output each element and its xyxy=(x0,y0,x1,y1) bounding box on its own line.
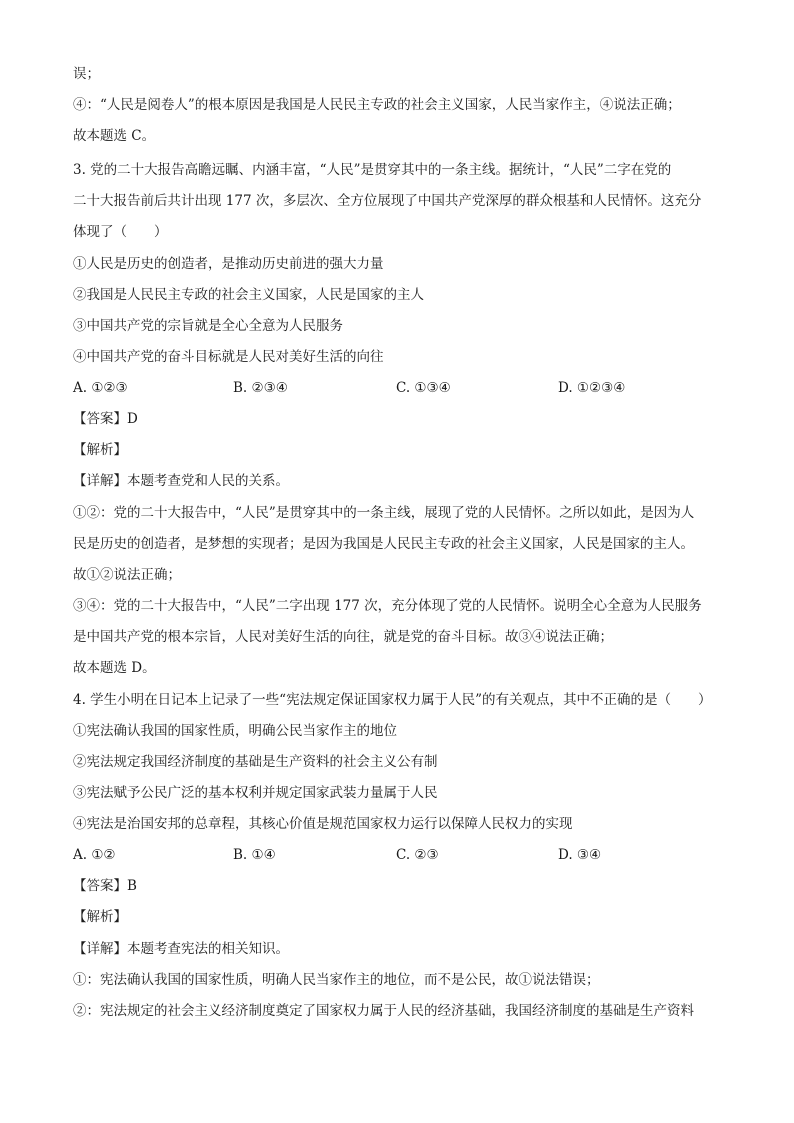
detail-line: 故①②说法正确； xyxy=(73,567,181,583)
statement-item: ②宪法规定我国经济制度的基础是生产资料的社会主义公有制 xyxy=(73,754,438,770)
text-line: ④：“人民是阅卷人”的根本原因是我国是人民民主专政的社会主义国家，人民当家作主，④说法正确； xyxy=(73,97,681,113)
detail-line: ③④：党的二十大报告中，“人民”二字出现 177 次，充分体现了党的人民情怀。说明全心全意为人民服务 xyxy=(73,598,702,614)
statement-item: ④宪法是治国安邦的总章程，其核心价值是规范国家权力运行以保障人民权力的实现 xyxy=(73,816,573,832)
answer-label: 【答案】B xyxy=(73,878,137,894)
question-3-stem: 体现了（ ） xyxy=(73,224,168,240)
detail-line: 【详解】本题考查宪法的相关知识。 xyxy=(73,941,289,957)
option-d: D. ③④ xyxy=(558,847,602,863)
question-4-stem: 4. 学生小明在日记本上记录了一些“宪法规定保证国家权力属于人民”的有关观点，其中不正确的是（ ） xyxy=(73,692,712,708)
analysis-label: 【解析】 xyxy=(73,909,127,925)
question-3-stem: 二十大报告前后共计出现 177 次，多层次、全方位展现了中国共产党深厚的群众根基和人民情怀。这充分 xyxy=(73,193,702,209)
option-a: A. ①② xyxy=(73,847,116,863)
detail-line: ①：宪法确认我国的国家性质，明确人民当家作主的地位，而不是公民，故①说法错误； xyxy=(73,972,600,988)
text-line: 误； xyxy=(73,66,100,82)
statement-item: ①人民是历史的创造者，是推动历史前进的强大力量 xyxy=(73,256,384,272)
option-c: C. ①③④ xyxy=(396,380,451,396)
text-line: 故本题选 C。 xyxy=(73,128,156,144)
option-d: D. ①②③④ xyxy=(558,380,626,396)
detail-line: ①②：党的二十大报告中，“人民”是贯穿其中的一条主线，展现了党的人民情怀。之所以如此，是因为人 xyxy=(73,505,695,521)
statement-item: ③中国共产党的宗旨就是全心全意为人民服务 xyxy=(73,318,343,334)
statement-item: ①宪法确认我国的国家性质，明确公民当家作主的地位 xyxy=(73,723,397,739)
option-b: B. ①④ xyxy=(233,847,276,863)
option-c: C. ②③ xyxy=(396,847,439,863)
statement-item: ②我国是人民民主专政的社会主义国家，人民是国家的主人 xyxy=(73,287,424,303)
option-a: A. ①②③ xyxy=(73,380,128,396)
question-3-stem: 3. 党的二十大报告高瞻远瞩、内涵丰富，“人民”是贯穿其中的一条主线。据统计，“人民”二字在党的 xyxy=(73,162,672,178)
option-b: B. ②③④ xyxy=(233,380,288,396)
statement-item: ④中国共产党的奋斗目标就是人民对美好生活的向往 xyxy=(73,349,384,365)
question-4-options xyxy=(73,845,723,865)
statement-item: ③宪法赋予公民广泛的基本权利并规定国家武装力量属于人民 xyxy=(73,785,438,801)
detail-line: 民是历史的创造者，是梦想的实现者；是因为我国是人民民主专政的社会主义国家，人民是国家的主人。 xyxy=(73,536,694,552)
detail-line: 故本题选 D。 xyxy=(73,660,156,676)
question-3-options xyxy=(73,378,723,398)
analysis-label: 【解析】 xyxy=(73,442,127,458)
answer-label: 【答案】D xyxy=(73,411,138,427)
detail-line: ②：宪法规定的社会主义经济制度奠定了国家权力属于人民的经济基础，我国经济制度的基础是生产资料 xyxy=(73,1003,694,1019)
detail-line: 是中国共产党的根本宗旨，人民对美好生活的向往，就是党的奋斗目标。故③④说法正确； xyxy=(73,629,613,645)
detail-line: 【详解】本题考查党和人民的关系。 xyxy=(73,473,289,489)
